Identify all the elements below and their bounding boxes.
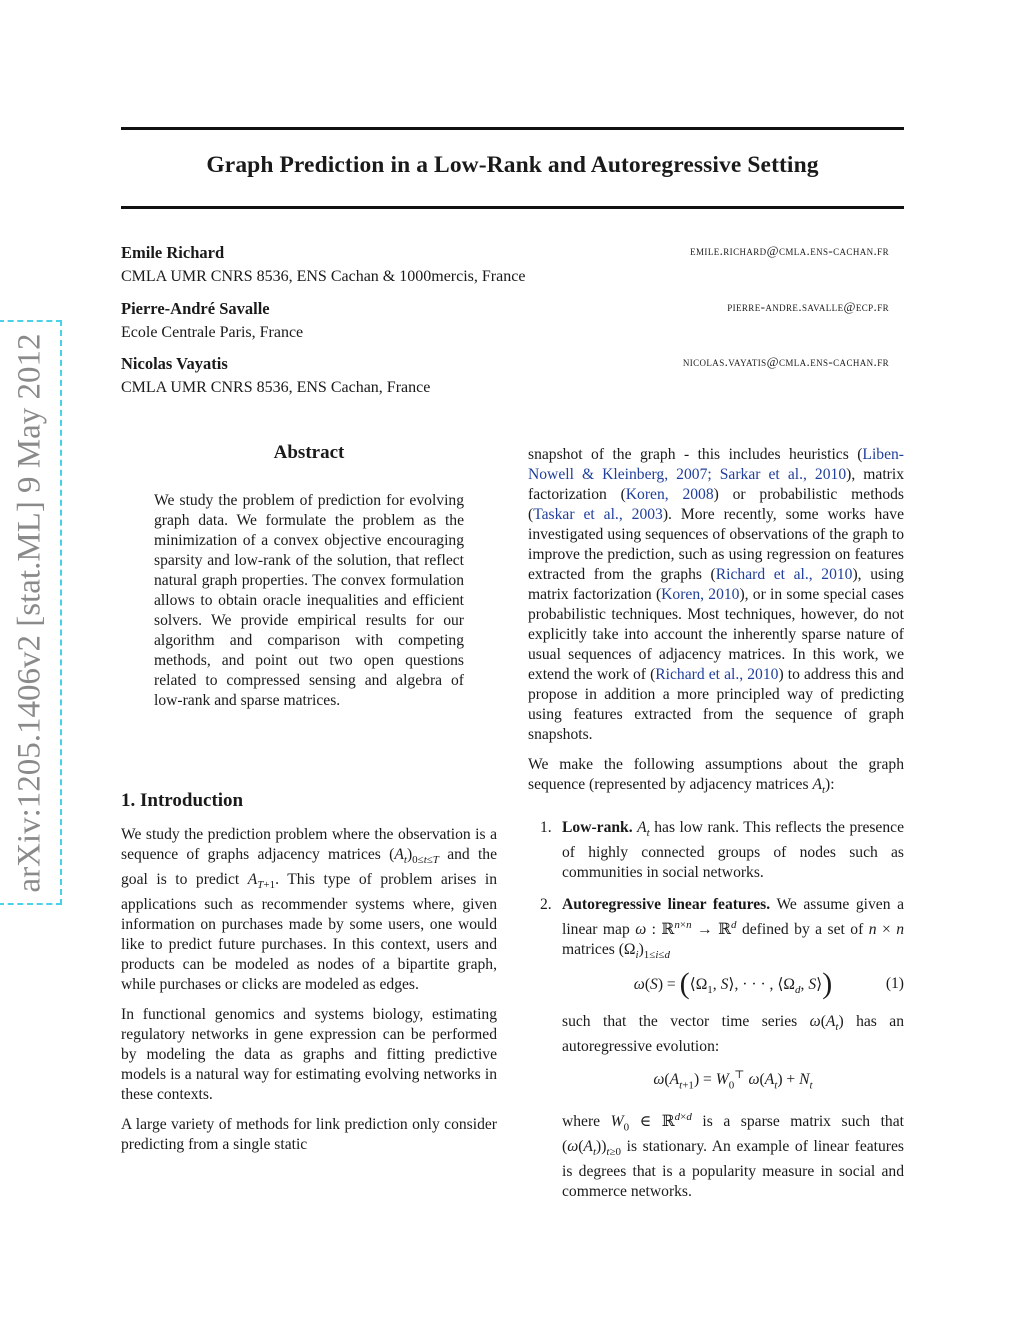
citation-link[interactable]: Liben-Nowell & Kleinberg, 2007; Sarkar et al., 2010 [528, 446, 904, 483]
paper-title: Graph Prediction in a Low-Rank and Autoregressive Setting [206, 152, 819, 178]
author-affiliation: CMLA UMR CNRS 8536, ENS Cachan, France [121, 379, 431, 396]
citation-link[interactable]: Richard et al., 2010 [715, 566, 853, 583]
equation-1: $\omega(S) = (⟨\Omega_1$, S⟩, · · · , $⟨\Omega_d$, S⟩) (1) [633, 966, 904, 1000]
author-block-1 [121, 241, 889, 289]
author-affiliation: Ecole Centrale Paris, France [121, 324, 304, 341]
author-email[interactable]: nicolas.vayatis@cmla.ens-cachan.fr [682, 354, 889, 369]
equation-number: (1) [885, 974, 904, 992]
left-column-body [121, 825, 497, 1165]
citation-link[interactable]: Taskar et al., 2003 [533, 506, 663, 523]
arxiv-id: arXiv:1205.1406v2 [stat.ML] 9 May 2012 [11, 332, 48, 893]
author-name: Pierre-André Savalle [121, 299, 270, 318]
citation-link[interactable]: Richard et al., 2010 [655, 666, 779, 683]
title-bottom-rule [121, 206, 904, 209]
top-rule [121, 127, 904, 130]
intro-paragraph-3: A large variety of methods for link prediction only consider predicting from a single static [121, 1116, 497, 1154]
equation-autoregressive: $\omega(A_{t+1}) = W_0^⊤$ $\omega(A_t) + N_t$ [653, 1068, 813, 1092]
after-equation-text: such that the vector time series $\omega(A_t)$ has an autoregressive evolution: [562, 1012, 905, 1055]
arxiv-stamp [0, 320, 62, 905]
assumption-item-low-rank: 1. Low-rank. $A_t$ has low rank. This reflects the presence of highly connected groups of nodes such as communities in social networks. [540, 819, 904, 882]
citation-link[interactable]: Koren, 2008 [625, 486, 714, 503]
right-column-body [528, 445, 904, 1214]
section-heading-introduction: 1. Introduction [121, 790, 244, 811]
author-block-3 [121, 352, 889, 400]
citation-link[interactable]: Koren, 2010 [661, 586, 740, 603]
related-work-paragraph: snapshot of the graph - this includes heuristics (Liben-Nowell & Kleinberg, 2007; Sarkar et al., 2010), matrix factorization (Koren, 2008) or probabilistic methods (Taskar et al., 2003). More recently, some works have investigated using sequences of observations of the graph to improve the prediction, such as using regression on features extracted from the graphs (Richard et al., 2010), using matrix factorization (Koren, 2010), or in some special cases probabilistic techniques. Most techniques, however, do not explicitly take into account the inherently sparse nature of usual sequences of adjacency matrices. In this work, we extend the work of (Richard et al., 2010) to address this and propose in addition a more principled way of predicting using features extracted from the sequence of graph snapshots. [528, 446, 904, 743]
author-name: Nicolas Vayatis [121, 354, 228, 373]
intro-paragraph-2: In functional genomics and systems biology, estimating regulatory networks in gene expression can be performed by modeling the data as graphs and fitting predictive models is a natural way for estimating evolving networks in these contexts. [121, 1006, 497, 1104]
assumption-item-autoregressive: 2. Autoregressive linear features. We assume given a linear map ω : ℝ$^{n\times n}$ → ℝ$^d$ defined by a set of n × n matrices $(\Omega_i)_{1\le i\le d}$ $\omega(S) = (⟨\Omega_1$, S⟩, · · · , $⟨\Omega_d$, S⟩) (1) such that the vector time series $\omega(A_t)$ has an autoregressive evolution: $\omega(A_{t+1}) = W_0^⊤$ $\omega(A_t) + N_t$ where $W_0$ ∈ ℝ$^{d\times d}$ is a sparse matrix such that $(\omega(A_t))_{t\ge 0}$ is stationary. An example of linear features is degrees that is a popularity measure in social and commerce networks. [540, 896, 905, 1201]
abstract-heading: Abstract [273, 442, 345, 463]
author-name: Emile Richard [121, 243, 225, 262]
where-text: where $W_0$ ∈ ℝ$^{d\times d}$ is a sparse matrix such that $(\omega(A_t))_{t\ge 0}$ is stationary. An example of linear features is degrees that is a popularity measure in social and commerce networks. [562, 1111, 904, 1201]
author-block-2 [121, 297, 889, 345]
author-email[interactable]: pierre-andre.savalle@ecp.fr [727, 299, 889, 314]
assumptions-intro-paragraph: We make the following assumptions about the graph sequence (represented by adjacency matrices $A_t$): [528, 756, 904, 797]
author-email[interactable]: emile.richard@cmla.ens-cachan.fr [690, 243, 889, 258]
abstract-text: We study the problem of prediction for evolving graph data. We formulate the problem as the minimization of a convex objective encouraging sparsity and low-rank of the solution, that reflect natural graph properties. The convex formulation allows to obtain oracle inequalities and efficient solvers. We provide empirical results for our algorithm and comparison with competing methods, and point out two open questions related to compressed sensing and algebra of low-rank and sparse matrices. [154, 492, 464, 709]
intro-paragraph-1: We study the prediction problem where the observation is a sequence of graphs adjacency matrices $(A_t)_{0\le t\le T}$ and the goal is to predict $A_{T+1}$. This type of problem arises in applications such as recommender systems where, given information on purchases made by some users, one would like to predict future purchases. In this context, users and products can be modeled as nodes of a bipartite graph, while purchases or clicks are modeled as edges. [121, 826, 498, 994]
author-affiliation: CMLA UMR CNRS 8536, ENS Cachan & 1000mercis, France [121, 268, 526, 285]
assumptions-list [528, 818, 904, 1202]
